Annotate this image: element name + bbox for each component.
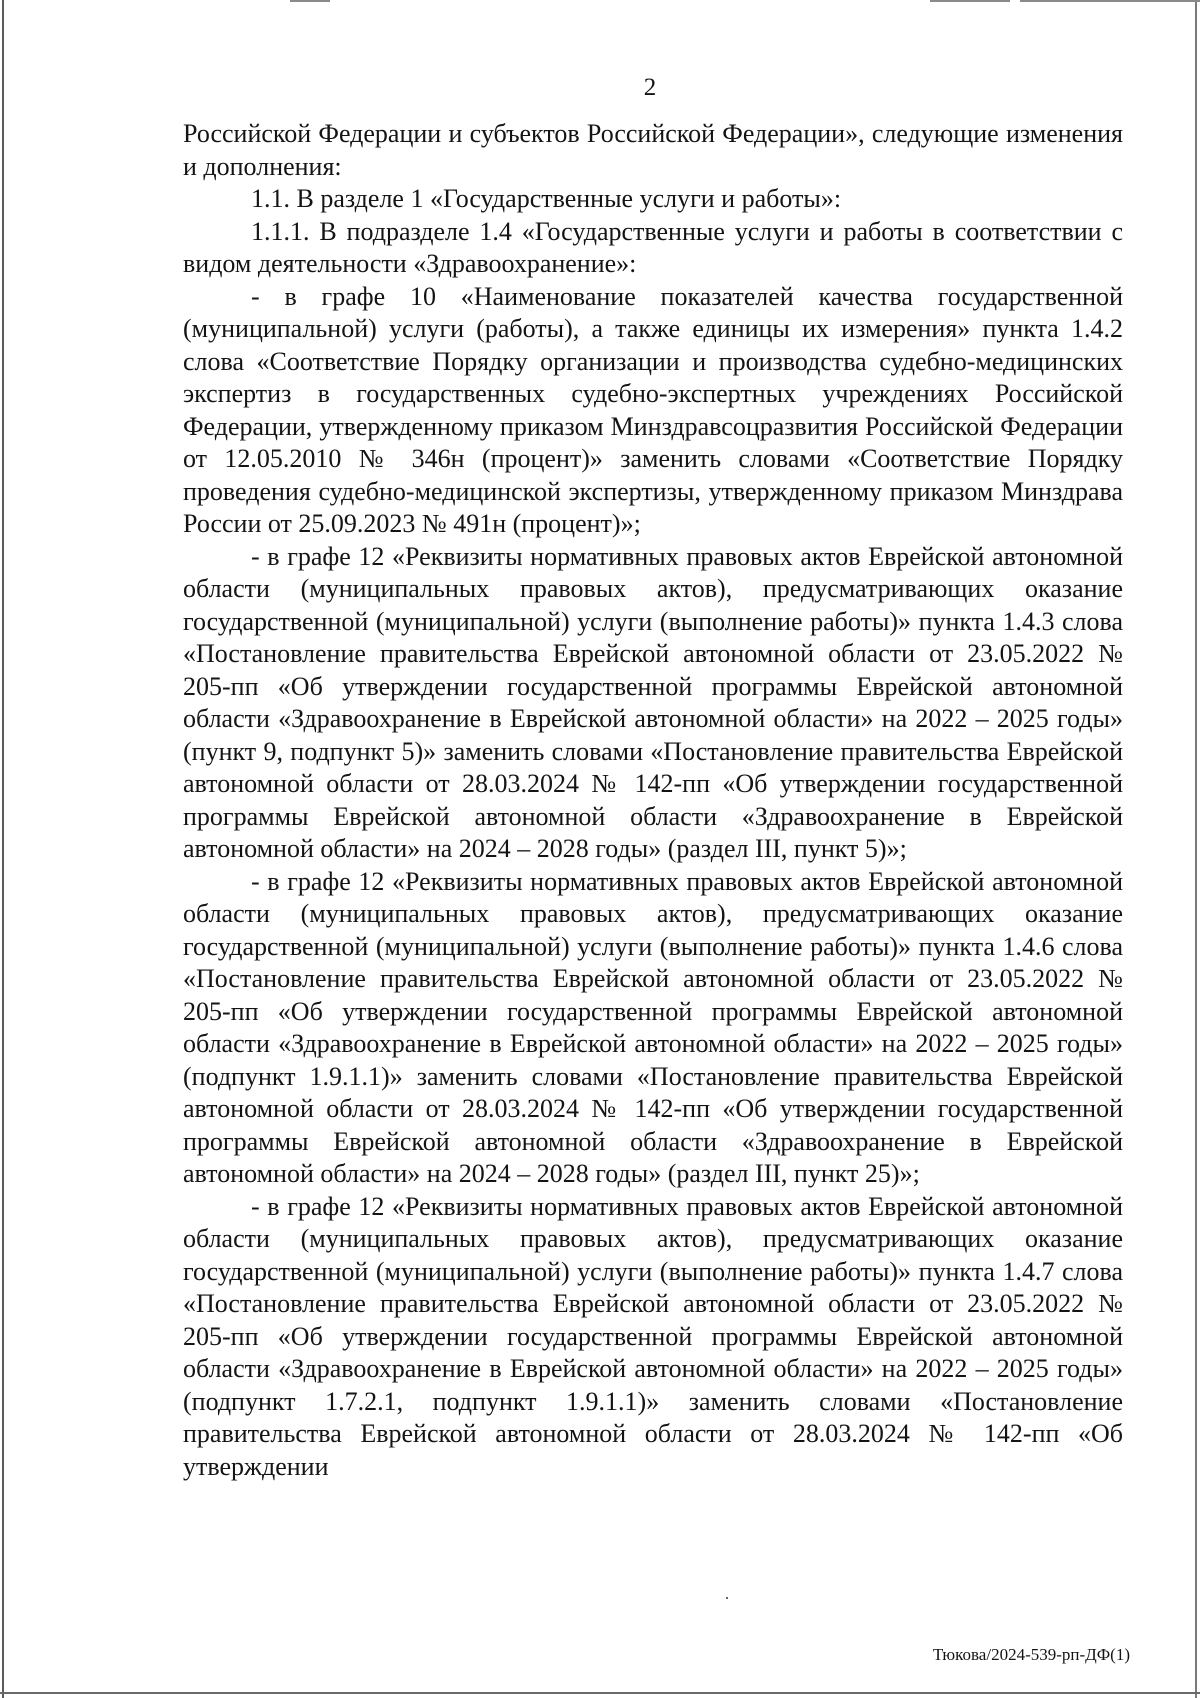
paragraph-preamble: Российской Федерации и субъектов Российской Федерации», следующие изменения и дополнения: (183, 119, 1123, 181)
paragraph-item-1-4-2: - в графе 10 «Наименование показателей качества государственной (муниципальной) услуги (работы), а также единицы их измерения» пункта 1.4.2 слова «Соответствие Порядку организации и производства судебно-медицинских экспертиз в государственных судебно-экспертных учреждениях Российской Федерации, утвержденному приказом Минздравсоцразвития Российской Федерации от 12.05.2010 № 346н (процент)» заменить словами «Соответствие Порядку проведения судебно-медицинской экспертизы, утвержденному приказом Минздрава России от 25.09.2023 № 491н (процент)»; (183, 281, 1123, 538)
page-number: 2 (643, 74, 657, 101)
scan-top-mark (290, 0, 330, 2)
document-body (183, 118, 1123, 1483)
scan-bottom-edge (0, 1692, 1200, 1694)
scan-left-edge (2, 0, 4, 1698)
paragraph-item-1-4-3: - в графе 12 «Реквизиты нормативных правовых актов Еврейской автономной области (муниципальных правовых актов), предусматривающих оказание государственной (муниципальной) услуги (выполнение работы)» пункта 1.4.3 слова «Постановление правительства Еврейской автономной области от 23.05.2022 № 205-пп «Об утверждении государственной программы Еврейской автономной области «Здравоохранение в Еврейской автономной области» на 2022 – 2025 годы» (пункт 9, подпункт 5)» заменить словами «Постановление правительства Еврейской автономной области от 28.03.2024 № 142-пп «Об утверждении государственной программы Еврейской автономной области «Здравоохранение в Еврейской автономной области» на 2024 – 2028 годы» (раздел III, пункт 5)»; (183, 541, 1123, 863)
scan-top-mark (930, 0, 1010, 2)
paragraph-item-1-4-7: - в графе 12 «Реквизиты нормативных правовых актов Еврейской автономной области (муниципальных правовых актов), предусматривающих оказание государственной (муниципальной) услуги (выполнение работы)» пункта 1.4.7 слова «Постановление правительства Еврейской автономной области от 23.05.2022 № 205-пп «Об утверждении государственной программы Еврейской автономной области «Здравоохранение в Еврейской автономной области» на 2022 – 2025 годы» (подпункт 1.7.2.1, подпункт 1.9.1.1)» заменить словами «Постановление правительства Еврейской автономной области от 28.03.2024 № 142-пп «Об утверждении (183, 1191, 1123, 1481)
paragraph-item-1-4-6: - в графе 12 «Реквизиты нормативных правовых актов Еврейской автономной области (муниципальных правовых актов), предусматривающих оказание государственной (муниципальной) услуги (выполнение работы)» пункта 1.4.6 слова «Постановление правительства Еврейской автономной области от 23.05.2022 № 205-пп «Об утверждении государственной программы Еврейской автономной области «Здравоохранение в Еврейской автономной области» на 2022 – 2025 годы» (подпункт 1.9.1.1)» заменить словами «Постановление правительства Еврейской автономной области от 28.03.2024 № 142-пп «Об утверждении государственной программы Еврейской автономной области «Здравоохранение в Еврейской автономной области» на 2024 – 2028 годы» (раздел III, пункт 25)»; (183, 866, 1123, 1188)
paragraph-section-1-1: 1.1. В разделе 1 «Государственные услуги и работы»: (251, 184, 842, 213)
document-reference: Тюкова/2024-539-рп-ДФ(1) (932, 1645, 1130, 1664)
paragraph-section-1-1-1: 1.1.1. В подразделе 1.4 «Государственные услуги и работы в соответствии с видом деятельности «Здравоохранение»: (183, 216, 1123, 278)
scan-top-mark (1020, 0, 1200, 2)
scan-right-edge (1195, 0, 1197, 1698)
scan-speck (726, 1597, 728, 1599)
